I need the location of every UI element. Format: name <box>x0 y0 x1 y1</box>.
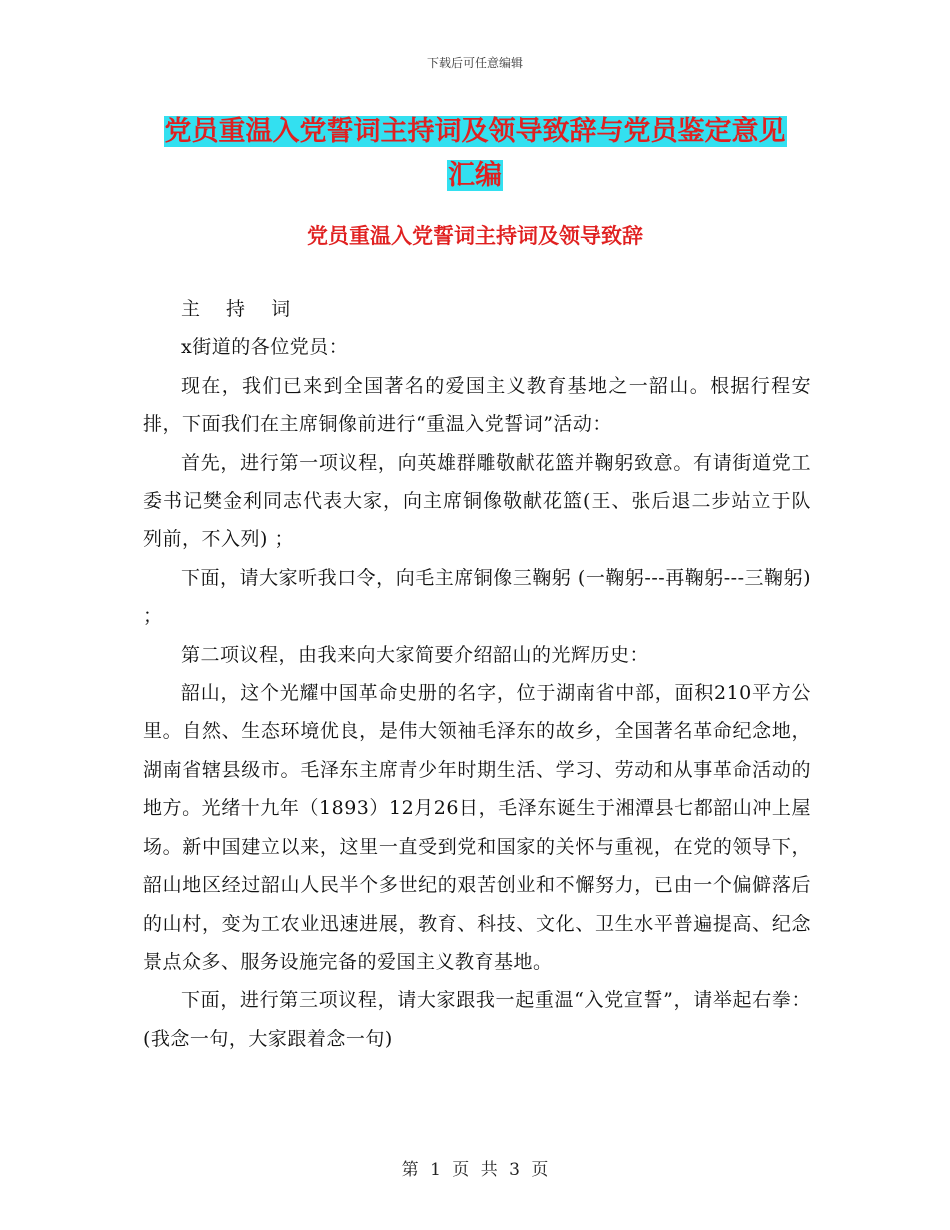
paragraph: 现在，我们已来到全国著名的爱国主义教育基地之一韶山。根据行程安排，下面我们在主席铜像前进行“重温入党誓词”活动： <box>143 374 811 436</box>
header-note: 下载后可任意编辑 <box>426 56 523 70</box>
paragraph: 韶山，这个光耀中国革命史册的名字，位于湖南省中部，面积210平方公里。自然、生态环境优良，是伟大领袖毛泽东的故乡，全国著名革命纪念地，湖南省辖县级市。毛泽东主席青少年时期生活、学习、劳动和从事革命活动的地方。光绪十九年（1893）12月26日，毛泽东诞生于湘潭县七都韶山冲上屋场。新中国建立以来，这里一直受到党和国家的关怀与重视，在党的领导下，韶山地区经过韶山人民半个多世纪的艰苦创业和不懈努力，已由一个偏僻落后的山村，变为工农业迅速进展，教育、科技、文化、卫生水平普遍提高、纪念景点众多、服务设施完备的爱国主义教育基地。 <box>143 682 811 973</box>
paragraph: 第二项议程，由我来向大家简要介绍韶山的光辉历史： <box>181 643 650 666</box>
paragraph-host-heading: 主 持 词 <box>181 298 301 320</box>
paragraph-salutation: x街道的各位党员： <box>181 336 349 359</box>
paragraph: 下面，请大家听我口令，向毛主席铜像三鞠躬 (一鞠躬---再鞠躬---三鞠躬) ； <box>143 566 811 628</box>
document-title <box>140 110 810 198</box>
paragraph: 首先，进行第一项议程，向英雄群雕敬献花篮并鞠躬致意。有请街道党工委书记樊金利同志代表大家，向主席铜像敬献花篮(王、张后退二步站立于队列前，不入列) ； <box>143 451 811 551</box>
section-title: 党员重温入党誓词主持词及领导致辞 <box>307 224 643 248</box>
document-body <box>143 290 811 1058</box>
document-title-line-1: 党员重温入党誓词主持词及领导致辞与党员鉴定意见 <box>164 116 786 147</box>
document-title-line-2: 汇编 <box>448 160 502 191</box>
page-footer: 第 1 页 共 3 页 <box>401 1160 549 1180</box>
paragraph: 下面，进行第三项议程，请大家跟我一起重温“入党宣誓”，请举起右拳：(我念一句，大家跟着念一句) <box>143 989 811 1050</box>
